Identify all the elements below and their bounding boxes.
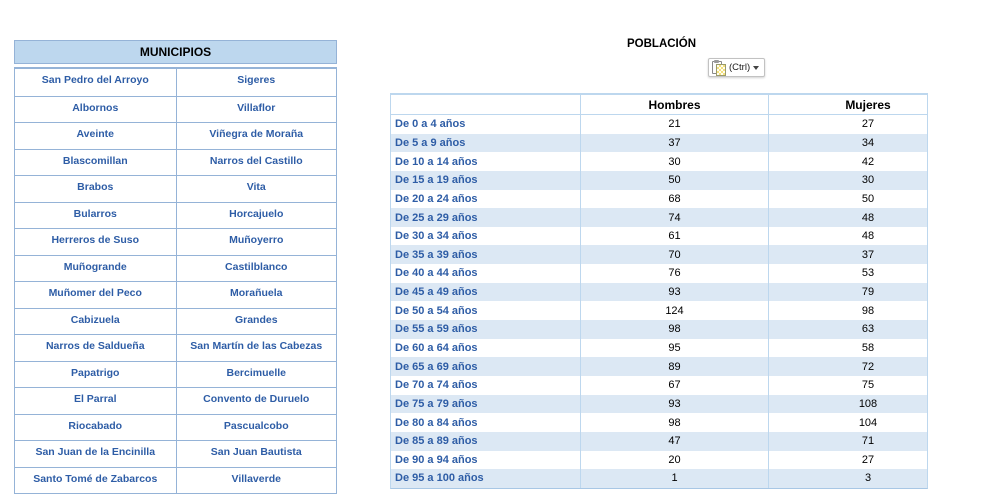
poblacion-row	[391, 264, 927, 283]
hombres-value-cell: 93	[580, 395, 768, 414]
hombres-value-cell: 124	[580, 301, 768, 320]
hombres-value-cell: 95	[580, 339, 768, 358]
municipio-row	[15, 334, 336, 361]
poblacion-row	[391, 115, 927, 134]
poblacion-header-row	[391, 95, 927, 115]
mujeres-value-cell: 58	[768, 339, 925, 358]
poblacion-row	[391, 208, 927, 227]
poblacion-row	[391, 152, 927, 171]
mujeres-value-cell: 34	[768, 134, 925, 153]
municipio-row	[15, 96, 336, 123]
municipio-cell: Narros del Castillo	[176, 150, 337, 176]
municipio-cell: Castilblanco	[176, 256, 337, 282]
mujeres-value-cell: 3	[768, 469, 925, 488]
hombres-value-cell: 61	[580, 227, 768, 246]
municipio-cell: Muñomer del Peco	[48, 287, 142, 299]
municipio-row	[15, 175, 336, 202]
municipio-row	[15, 255, 336, 282]
poblacion-col-header-mujeres: Mujeres	[768, 95, 925, 114]
age-range-cell: De 35 a 39 años	[395, 248, 478, 261]
mujeres-value-cell: 48	[768, 227, 925, 246]
poblacion-row	[391, 413, 927, 432]
poblacion-row	[391, 134, 927, 153]
municipio-row	[15, 202, 336, 229]
clipboard-paste-icon	[712, 60, 726, 75]
hombres-value-cell: 93	[580, 283, 768, 302]
mujeres-value-cell: 27	[768, 115, 925, 134]
hombres-value-cell: 30	[580, 152, 768, 171]
mujeres-value-cell: 37	[768, 245, 925, 264]
hombres-value-cell: 76	[580, 264, 768, 283]
poblacion-row	[391, 432, 927, 451]
municipio-row	[15, 228, 336, 255]
municipio-row	[15, 467, 336, 494]
poblacion-row	[391, 227, 927, 246]
poblacion-row	[391, 357, 927, 376]
hombres-value-cell: 89	[580, 357, 768, 376]
mujeres-value-cell: 27	[768, 451, 925, 470]
age-range-cell: De 45 a 49 años	[395, 286, 478, 299]
municipio-row	[15, 308, 336, 335]
municipio-row	[15, 440, 336, 467]
municipio-cell: El Parral	[73, 393, 117, 405]
municipio-cell: Papatrigo	[71, 366, 120, 379]
age-range-cell: De 70 a 74 años	[395, 379, 478, 392]
hombres-value-cell: 50	[580, 171, 768, 190]
municipio-cell: Horcajuelo	[176, 203, 337, 229]
age-range-cell: De 60 a 64 años	[395, 342, 478, 354]
municipios-grid	[14, 67, 337, 494]
municipio-cell: San Martín de las Cabezas	[176, 335, 337, 361]
age-range-cell: De 95 a 100 años	[395, 472, 484, 485]
age-range-cell: De 75 a 79 años	[395, 397, 478, 410]
poblacion-row	[391, 283, 927, 302]
age-range-cell: De 65 a 69 años	[395, 360, 478, 373]
mujeres-value-cell: 108	[768, 395, 925, 414]
municipios-table-header	[14, 40, 337, 64]
age-range-cell: De 20 a 24 años	[395, 192, 478, 205]
poblacion-title: POBLACIÓN	[627, 38, 696, 50]
municipio-row	[15, 361, 336, 388]
hombres-value-cell: 98	[580, 320, 768, 339]
poblacion-row	[391, 339, 927, 358]
poblacion-table	[390, 93, 928, 489]
municipio-cell: San Pedro del Arroyo	[41, 74, 149, 86]
municipio-cell: Pascualcobo	[176, 415, 337, 441]
municipio-cell: Brabos	[77, 181, 114, 193]
poblacion-row	[391, 376, 927, 395]
hombres-value-cell: 68	[580, 190, 768, 209]
municipio-cell: San Juan de la Encinilla	[35, 446, 156, 458]
poblacion-row	[391, 395, 927, 414]
municipio-cell: Cabizuela	[70, 313, 120, 326]
hombres-value-cell: 47	[580, 432, 768, 451]
municipio-cell: Muñogrande	[63, 260, 127, 273]
municipio-cell: Grandes	[176, 309, 337, 335]
poblacion-col-header-hombres: Hombres	[580, 95, 768, 114]
municipio-row	[15, 69, 336, 96]
hombres-value-cell: 74	[580, 208, 768, 227]
age-range-cell: De 25 a 29 años	[395, 211, 478, 224]
mujeres-value-cell: 104	[768, 413, 925, 432]
municipio-cell: Viñegra de Moraña	[176, 123, 337, 149]
hombres-value-cell: 98	[580, 413, 768, 432]
municipio-cell: Bercimuelle	[176, 362, 337, 388]
municipios-title: MUNICIPIOS	[139, 45, 212, 59]
municipio-cell: Villaverde	[176, 468, 337, 494]
mujeres-value-cell: 42	[768, 152, 925, 171]
poblacion-row	[391, 171, 927, 190]
poblacion-row	[391, 301, 927, 320]
poblacion-row	[391, 469, 927, 488]
municipios-table	[14, 40, 337, 494]
paste-options-button[interactable]	[708, 58, 765, 77]
municipio-row	[15, 122, 336, 149]
clipboard-paper	[716, 64, 726, 76]
municipio-cell: Morañuela	[176, 282, 337, 308]
mujeres-value-cell: 50	[768, 190, 925, 209]
poblacion-body	[391, 115, 927, 488]
mujeres-value-cell: 30	[768, 171, 925, 190]
municipio-cell: Herreros de Suso	[51, 234, 140, 246]
mujeres-value-cell: 53	[768, 264, 925, 283]
age-range-cell: De 10 a 14 años	[395, 155, 478, 168]
hombres-value-cell: 70	[580, 245, 768, 264]
mujeres-value-cell: 72	[768, 357, 925, 376]
municipio-row	[15, 149, 336, 176]
hombres-value-cell: 1	[580, 469, 768, 488]
municipio-cell: San Juan Bautista	[176, 441, 337, 467]
hombres-value-cell: 20	[580, 451, 768, 470]
municipio-cell: Riocabado	[68, 419, 123, 432]
poblacion-row	[391, 320, 927, 339]
mujeres-value-cell: 79	[768, 283, 925, 302]
age-range-cell: De 85 a 89 años	[395, 435, 478, 448]
age-range-cell: De 90 a 94 años	[395, 453, 478, 466]
poblacion-row	[391, 451, 927, 470]
chevron-down-icon	[753, 66, 759, 70]
mujeres-value-cell: 48	[768, 208, 925, 227]
paste-options-label: (Ctrl)	[729, 61, 751, 73]
mujeres-value-cell: 98	[768, 301, 925, 320]
age-range-cell: De 5 a 9 años	[395, 136, 466, 149]
municipio-cell: Bularros	[73, 207, 117, 220]
poblacion-row	[391, 190, 927, 209]
hombres-value-cell: 67	[580, 376, 768, 395]
municipio-cell: Muñoyerro	[176, 229, 337, 255]
municipio-row	[15, 387, 336, 414]
municipio-cell: Albornos	[72, 101, 119, 114]
hombres-value-cell: 21	[580, 115, 768, 134]
age-range-cell: De 15 a 19 años	[395, 174, 478, 187]
poblacion-col-header-empty	[391, 95, 580, 114]
municipio-cell: Narros de Saldueña	[45, 340, 145, 352]
municipio-row	[15, 414, 336, 441]
municipio-cell: Blascomillan	[62, 154, 128, 167]
age-range-cell: De 55 a 59 años	[395, 323, 478, 336]
age-range-cell: De 0 a 4 años	[395, 118, 466, 131]
age-range-cell: De 50 a 54 años	[395, 304, 478, 317]
municipio-cell: Aveinte	[76, 128, 115, 140]
municipio-cell: Santo Tomé de Zabarcos	[33, 472, 158, 485]
mujeres-value-cell: 75	[768, 376, 925, 395]
mujeres-value-cell: 71	[768, 432, 925, 451]
poblacion-row	[391, 245, 927, 264]
municipio-cell: Convento de Duruelo	[176, 388, 337, 414]
age-range-cell: De 80 a 84 años	[395, 416, 478, 429]
hombres-value-cell: 37	[580, 134, 768, 153]
age-range-cell: De 30 a 34 años	[395, 230, 478, 243]
municipio-cell: Sigeres	[176, 69, 337, 96]
municipio-cell: Vita	[176, 176, 337, 202]
municipio-row	[15, 281, 336, 308]
mujeres-value-cell: 63	[768, 320, 925, 339]
municipio-cell: Villaflor	[176, 97, 337, 123]
age-range-cell: De 40 a 44 años	[395, 267, 478, 280]
clipboard-clip	[714, 60, 719, 63]
